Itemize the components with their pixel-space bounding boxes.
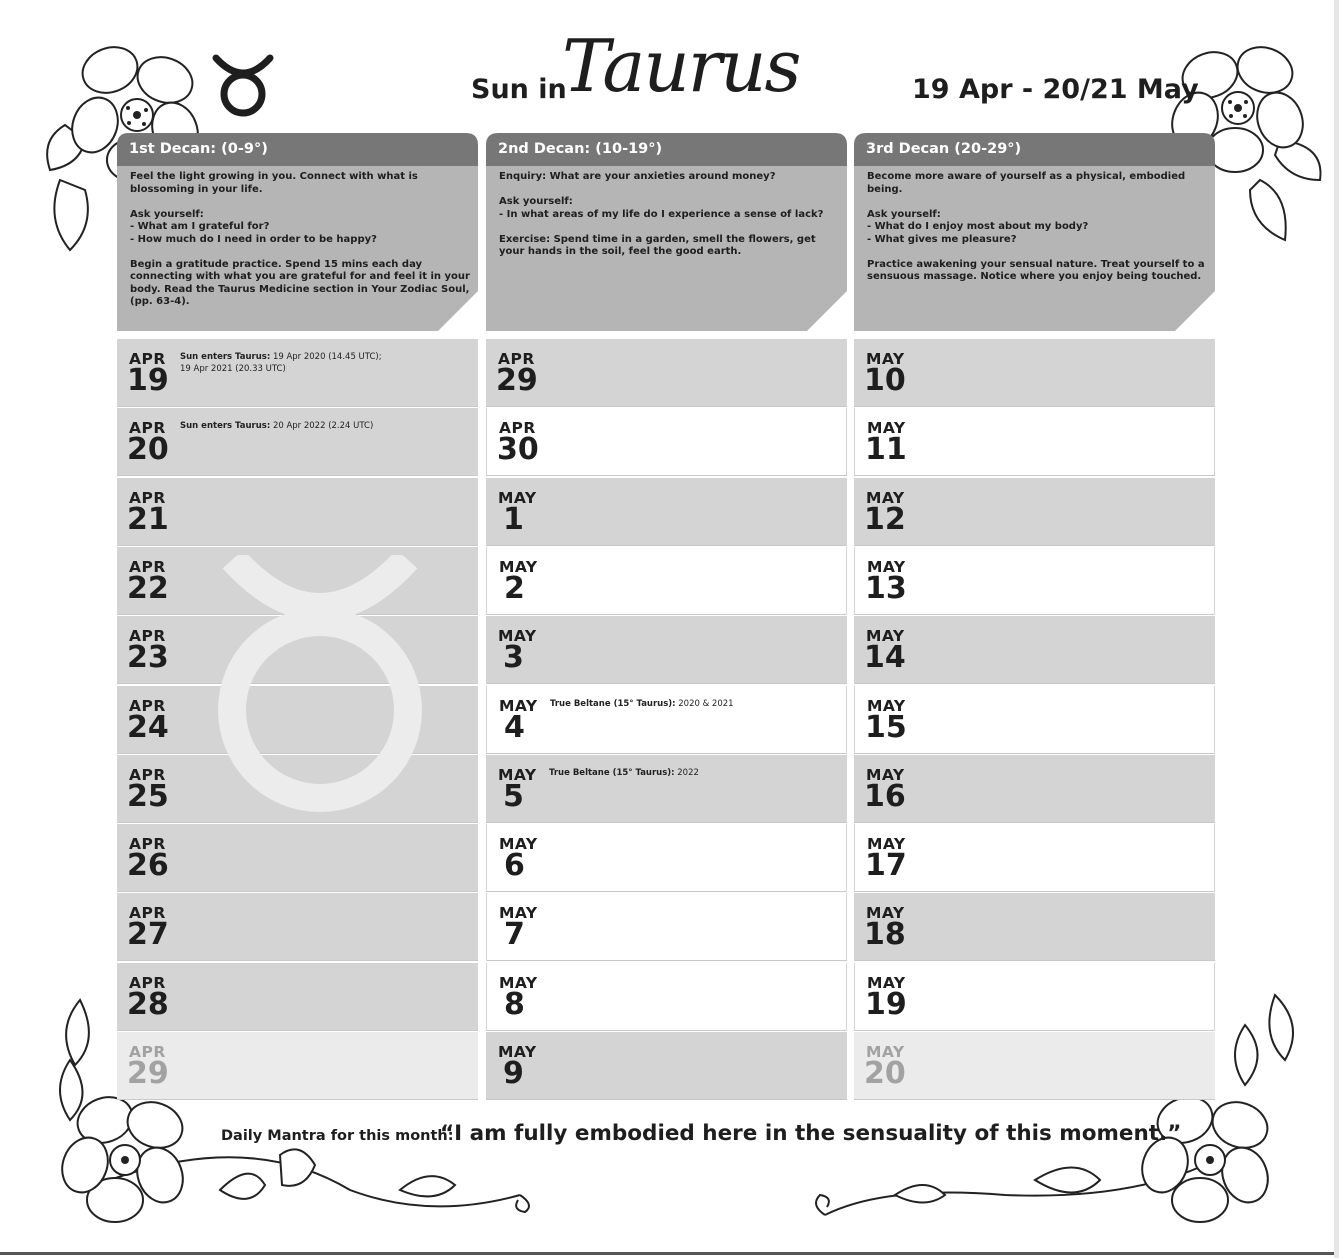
day-cell [486, 478, 847, 546]
day-number: 7 [504, 917, 525, 952]
day-cell [486, 893, 847, 961]
day-cell [117, 339, 478, 407]
page-right-edge [1334, 0, 1339, 1258]
day-month: MAY [867, 558, 906, 576]
day-cell [854, 408, 1215, 476]
day-number: 19 [865, 987, 907, 1022]
day-note-text: 2022 [677, 768, 699, 778]
day-number: 29 [127, 1056, 169, 1091]
day-month: APR [129, 489, 166, 507]
title-prefix: Sun in [471, 74, 567, 105]
day-number: 29 [496, 363, 538, 398]
day-cell [117, 408, 478, 476]
date-range: 19 Apr - 20/21 May [912, 74, 1199, 105]
day-note-label: Sun enters Taurus: [180, 421, 271, 431]
day-cell [117, 478, 478, 546]
decan-title: 3rd Decan (20-29°) [866, 141, 1022, 157]
day-month: APR [129, 419, 166, 437]
day-month: APR [129, 350, 166, 368]
day-number: 30 [497, 432, 539, 467]
day-month: APR [129, 974, 166, 992]
day-number: 27 [127, 917, 169, 952]
day-number: 5 [503, 779, 524, 814]
day-month: APR [129, 558, 166, 576]
day-month: MAY [866, 904, 905, 922]
taurus-watermark-icon [215, 555, 425, 815]
decan-box-3 [854, 133, 1215, 331]
day-cell [486, 408, 847, 476]
day-number: 12 [864, 502, 906, 537]
day-cell [854, 893, 1215, 961]
day-cell [854, 1032, 1215, 1100]
day-number: 2 [504, 571, 525, 606]
day-cell [486, 963, 847, 1031]
day-number: 8 [504, 987, 525, 1022]
day-cell [854, 616, 1215, 684]
day-note-text: 20 Apr 2022 (2.24 UTC) [272, 421, 374, 431]
day-note-text: 19 Apr 2021 (20.33 UTC) [180, 364, 286, 374]
page-bottom-rule [0, 1252, 1339, 1255]
day-cell [854, 963, 1215, 1031]
day-number: 18 [864, 917, 906, 952]
day-month: MAY [866, 627, 905, 645]
day-month: MAY [866, 350, 905, 368]
day-cell [854, 478, 1215, 546]
decan-box-1 [117, 133, 478, 331]
taurus-icon [210, 52, 276, 118]
day-month: MAY [499, 904, 538, 922]
day-note [180, 351, 382, 375]
day-month: MAY [867, 835, 906, 853]
day-note-text: 19 Apr 2020 (14.45 UTC); [272, 352, 382, 362]
day-number: 23 [127, 640, 169, 675]
decan-title: 1st Decan: (0-9°) [129, 141, 268, 157]
day-number: 19 [127, 363, 169, 398]
day-cell [486, 547, 847, 615]
day-month: MAY [498, 627, 537, 645]
day-month: MAY [499, 558, 538, 576]
decan-body: Feel the light growing in you. Connect with what is blossoming in your life. Ask yourself: - What am I grateful for? - How much do I need in order to be happy? Begin a gratitude practice. Spend 15 mins each day connecting with what you are grateful for and feel it in your body. Read the Taurus Medicine section in Your Zodiac Soul, (pp. 63-4). [130, 171, 470, 307]
day-number: 28 [127, 987, 169, 1022]
day-month: APR [129, 1043, 166, 1061]
day-number: 20 [864, 1056, 906, 1091]
day-month: APR [498, 350, 535, 368]
day-cell [117, 963, 478, 1031]
day-month: MAY [866, 1043, 905, 1061]
day-note [550, 698, 734, 710]
day-month: MAY [867, 419, 906, 437]
day-month: APR [129, 904, 166, 922]
day-month: MAY [866, 489, 905, 507]
day-number: 20 [127, 432, 169, 467]
day-number: 15 [865, 710, 907, 745]
day-number: 10 [864, 363, 906, 398]
day-cell [486, 686, 847, 754]
decan-body: Become more aware of yourself as a physical, embodied being. Ask yourself: - What do I enjoy most about my body? - What gives me pleasure? Practice awakening your sensual nature. Treat yourself to a sensuous massage. Notice where you enjoy being touched. [867, 171, 1205, 282]
day-cell [117, 893, 478, 961]
mantra-label: Daily Mantra for this month: [221, 1128, 454, 1144]
day-cell [117, 1032, 478, 1100]
day-cell [854, 547, 1215, 615]
day-month: MAY [499, 697, 538, 715]
day-month: MAY [867, 974, 906, 992]
day-number: 3 [503, 640, 524, 675]
day-cell [486, 824, 847, 892]
day-month: MAY [867, 697, 906, 715]
day-note [180, 420, 373, 432]
day-cell [486, 755, 847, 823]
day-number: 21 [127, 502, 169, 537]
day-month: MAY [498, 489, 537, 507]
day-month: MAY [499, 974, 538, 992]
day-month: APR [129, 835, 166, 853]
day-number: 13 [865, 571, 907, 606]
title-script: Taurus [562, 24, 800, 108]
day-cell [854, 824, 1215, 892]
day-cell [854, 339, 1215, 407]
day-note [549, 767, 699, 779]
day-number: 17 [865, 848, 907, 883]
day-number: 9 [503, 1056, 524, 1091]
day-month: MAY [866, 766, 905, 784]
day-number: 14 [864, 640, 906, 675]
day-number: 24 [127, 710, 169, 745]
day-number: 4 [504, 710, 525, 745]
day-month: APR [129, 766, 166, 784]
day-cell [117, 824, 478, 892]
day-number: 26 [127, 848, 169, 883]
day-cell [486, 616, 847, 684]
day-number: 22 [127, 571, 169, 606]
decan-box-2 [486, 133, 847, 331]
day-month: MAY [499, 835, 538, 853]
day-number: 25 [127, 779, 169, 814]
day-cell [854, 686, 1215, 754]
day-month: MAY [498, 1043, 537, 1061]
day-month: MAY [498, 766, 537, 784]
day-cell [486, 1032, 847, 1100]
day-month: APR [129, 697, 166, 715]
day-note-label: True Beltane (15° Taurus): [549, 768, 675, 778]
day-cell [486, 339, 847, 407]
day-month: APR [129, 627, 166, 645]
mantra-quote: “I am fully embodied here in the sensuality of this moment.” [440, 1121, 1182, 1146]
day-number: 11 [865, 432, 907, 467]
day-note-text: 2020 & 2021 [678, 699, 734, 709]
day-month: APR [499, 419, 536, 437]
day-note-label: Sun enters Taurus: [180, 352, 271, 362]
decan-body: Enquiry: What are your anxieties around money? Ask yourself: - In what areas of my life do I experience a sense of lack? Exercise: Spend time in a garden, smell the flowers, get your hands in the soil, feel the good earth. [499, 171, 824, 257]
day-number: 16 [864, 779, 906, 814]
day-number: 6 [504, 848, 525, 883]
day-number: 1 [503, 502, 524, 537]
day-cell [854, 755, 1215, 823]
day-note-label: True Beltane (15° Taurus): [550, 699, 676, 709]
decan-title: 2nd Decan: (10-19°) [498, 141, 663, 157]
